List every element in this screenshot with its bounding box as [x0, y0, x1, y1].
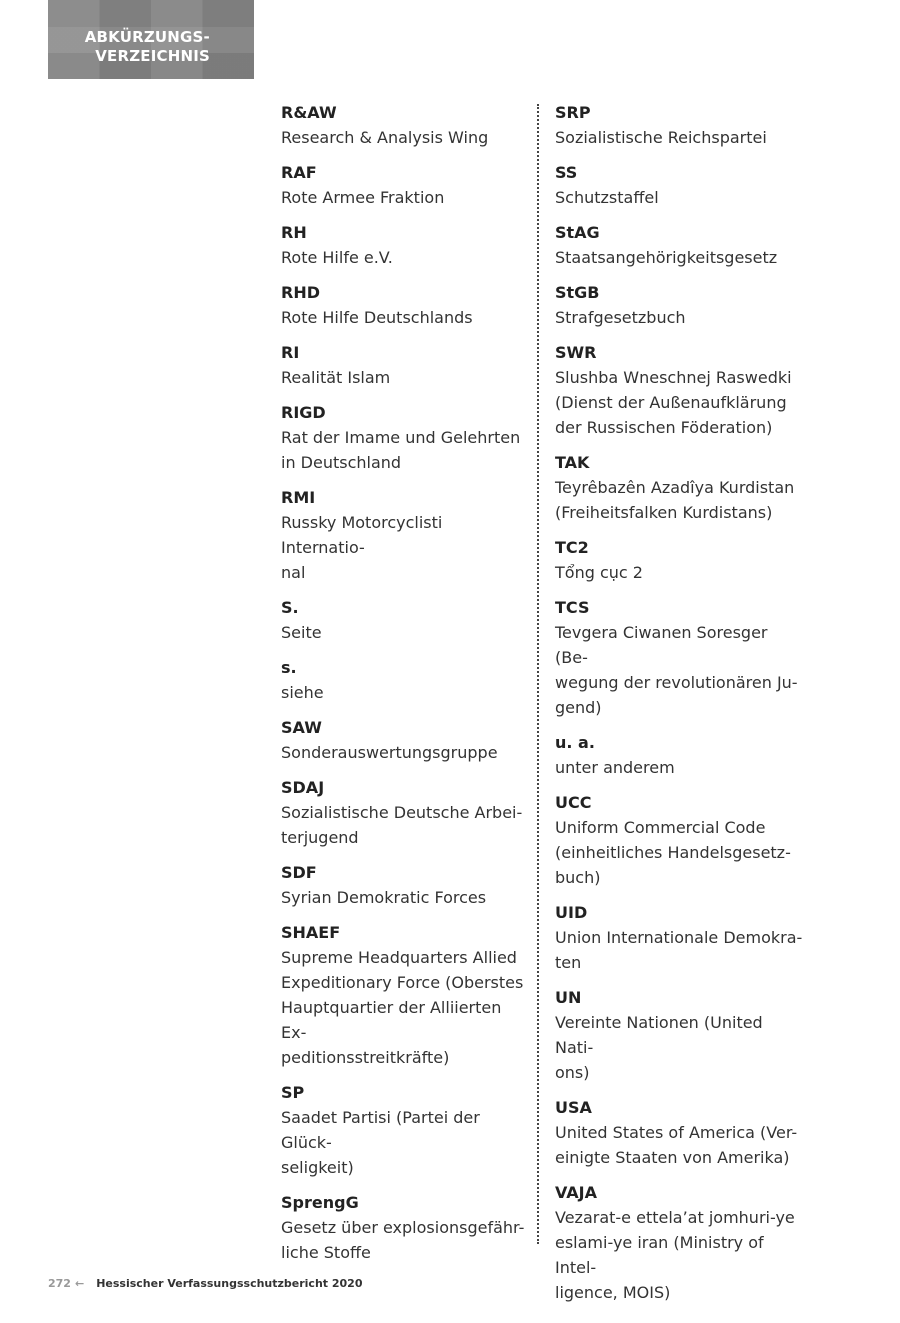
abbreviation: USA — [555, 1098, 592, 1117]
abbreviation: SRP — [555, 103, 591, 122]
definition-line: der Russischen Föderation) — [555, 418, 773, 437]
left-column — [281, 100, 526, 1275]
glossary-entry — [281, 1080, 526, 1180]
right-column — [555, 100, 805, 1315]
abbreviation: RH — [281, 223, 307, 242]
glossary-entry — [555, 1180, 805, 1305]
definition-line: Research & Analysis Wing — [281, 128, 489, 147]
abbreviation: TCS — [555, 598, 590, 617]
glossary-entry — [281, 220, 526, 270]
abbreviation: u. a. — [555, 733, 595, 752]
definition-line: liche Stoffe — [281, 1243, 371, 1262]
definition-line: (Dienst der Außenaufklärung — [555, 393, 787, 412]
abbreviation: StAG — [555, 223, 600, 242]
glossary-entry — [281, 1190, 526, 1265]
definition-line: Saadet Partisi (Partei der Glück- — [281, 1108, 480, 1152]
definition-line: wegung der revolutionären Ju- — [555, 673, 798, 692]
definition-line: Seite — [281, 623, 322, 642]
definition-line: Uniform Commercial Code — [555, 818, 766, 837]
abbreviation: SAW — [281, 718, 322, 737]
definition-line: ten — [555, 953, 582, 972]
glossary-entry — [281, 280, 526, 330]
section-title-line-1: ABKÜRZUNGS- — [84, 28, 210, 46]
definition-line: einigte Staaten von Amerika) — [555, 1148, 790, 1167]
abbreviation: RHD — [281, 283, 320, 302]
definition-line: Staatsangehörigkeitsgesetz — [555, 248, 778, 267]
glossary-entry — [555, 535, 805, 585]
glossary-entry — [555, 595, 805, 720]
glossary-entry — [281, 920, 526, 1070]
definition-line: terjugend — [281, 828, 359, 847]
definition-line: gend) — [555, 698, 602, 717]
glossary-entry — [281, 100, 526, 150]
definition-line: siehe — [281, 683, 324, 702]
definition-line: Hauptquartier der Alliierten Ex- — [281, 998, 502, 1042]
glossary-entry — [555, 280, 805, 330]
abbreviation: RAF — [281, 163, 317, 182]
definition-line: Vereinte Nationen (United Nati- — [555, 1013, 763, 1057]
definition-line: Sozialistische Reichspartei — [555, 128, 767, 147]
definition-line: Vezarat-e ettela’at jomhuri-ye — [555, 1208, 795, 1227]
abbreviation: RIGD — [281, 403, 326, 422]
definition-line: peditionsstreitkräfte) — [281, 1048, 450, 1067]
glossary-entry — [555, 730, 805, 780]
definition-line: (einheitliches Handelsgesetz- — [555, 843, 791, 862]
glossary-entry — [555, 340, 805, 440]
glossary-entry — [281, 160, 526, 210]
column-divider — [537, 104, 539, 1244]
glossary-entry — [555, 790, 805, 890]
abbreviation: RMI — [281, 488, 316, 507]
definition-line: United States of America (Ver- — [555, 1123, 798, 1142]
definition-line: Russky Motorcyclisti Internatio- — [281, 513, 443, 557]
definition-line: unter anderem — [555, 758, 675, 777]
glossary-entry — [555, 450, 805, 525]
definition-line: Rote Hilfe e.V. — [281, 248, 393, 267]
abbreviation: TC2 — [555, 538, 589, 557]
glossary-entry — [281, 775, 526, 850]
definition-line: seligkeit) — [281, 1158, 354, 1177]
abbreviation: UID — [555, 903, 588, 922]
back-arrow-icon[interactable]: ← — [74, 1277, 85, 1290]
abbreviation: s. — [281, 658, 297, 677]
definition-line: buch) — [555, 868, 601, 887]
glossary-entry — [555, 220, 805, 270]
definition-line: Schutzstaffel — [555, 188, 659, 207]
abbreviation: VAJA — [555, 1183, 598, 1202]
definition-line: Rote Hilfe Deutschlands — [281, 308, 473, 327]
abbreviation: StGB — [555, 283, 600, 302]
definition-line: in Deutschland — [281, 453, 402, 472]
definition-line: Sozialistische Deutsche Arbei- — [281, 803, 523, 822]
definition-line: nal — [281, 563, 306, 582]
glossary-entry — [555, 985, 805, 1085]
section-tab — [48, 0, 254, 79]
definition-line: Syrian Demokratic Forces — [281, 888, 487, 907]
definition-line: ons) — [555, 1063, 590, 1082]
glossary-entry — [281, 340, 526, 390]
abbreviation: UN — [555, 988, 582, 1007]
page-footer — [48, 1277, 363, 1290]
glossary-entry — [555, 900, 805, 975]
definition-line: ligence, MOIS) — [555, 1283, 671, 1302]
definition-line: Realität Islam — [281, 368, 391, 387]
definition-line: Supreme Headquarters Allied — [281, 948, 517, 967]
definition-line: Slushba Wneschnej Raswedki — [555, 368, 792, 387]
abbreviation: R&AW — [281, 103, 337, 122]
publication-title: Hessischer Verfassungsschutzbericht 2020 — [96, 1277, 363, 1290]
glossary-entry — [281, 485, 526, 585]
glossary-entry — [281, 595, 526, 645]
glossary-entry — [281, 860, 526, 910]
section-title-line-2: VERZEICHNIS — [95, 47, 210, 65]
abbreviation: SS — [555, 163, 578, 182]
abbreviation: SDF — [281, 863, 317, 882]
abbreviation: SDAJ — [281, 778, 325, 797]
definition-line: eslami-ye iran (Ministry of Intel- — [555, 1233, 764, 1277]
abbreviation: SWR — [555, 343, 597, 362]
definition-line: Rote Armee Fraktion — [281, 188, 445, 207]
abbreviation: S. — [281, 598, 299, 617]
glossary-entry — [555, 100, 805, 150]
glossary-entry — [281, 400, 526, 475]
page-number: 272 — [48, 1277, 71, 1290]
definition-line: Sonderauswertungsgruppe — [281, 743, 498, 762]
abbreviation: SP — [281, 1083, 305, 1102]
abbreviation: TAK — [555, 453, 590, 472]
abbreviation: SprengG — [281, 1193, 359, 1212]
glossary-entry — [555, 1095, 805, 1170]
definition-line: Tổng cục 2 — [555, 563, 643, 582]
definition-line: Tevgera Ciwanen Soresger (Be- — [555, 623, 768, 667]
definition-line: (Freiheitsfalken Kurdistans) — [555, 503, 773, 522]
abbreviation: SHAEF — [281, 923, 341, 942]
definition-line: Expeditionary Force (Oberstes — [281, 973, 524, 992]
definition-line: Gesetz über explosionsgefähr- — [281, 1218, 525, 1237]
glossary-entry — [555, 160, 805, 210]
definition-line: Union Internationale Demokra- — [555, 928, 803, 947]
definition-line: Rat der Imame und Gelehrten — [281, 428, 521, 447]
abbreviation: RI — [281, 343, 300, 362]
glossary-entry — [281, 655, 526, 705]
glossary-entry — [281, 715, 526, 765]
definition-line: Strafgesetzbuch — [555, 308, 686, 327]
definition-line: Teyrêbazên Azadîya Kurdistan — [555, 478, 795, 497]
abbreviation: UCC — [555, 793, 592, 812]
